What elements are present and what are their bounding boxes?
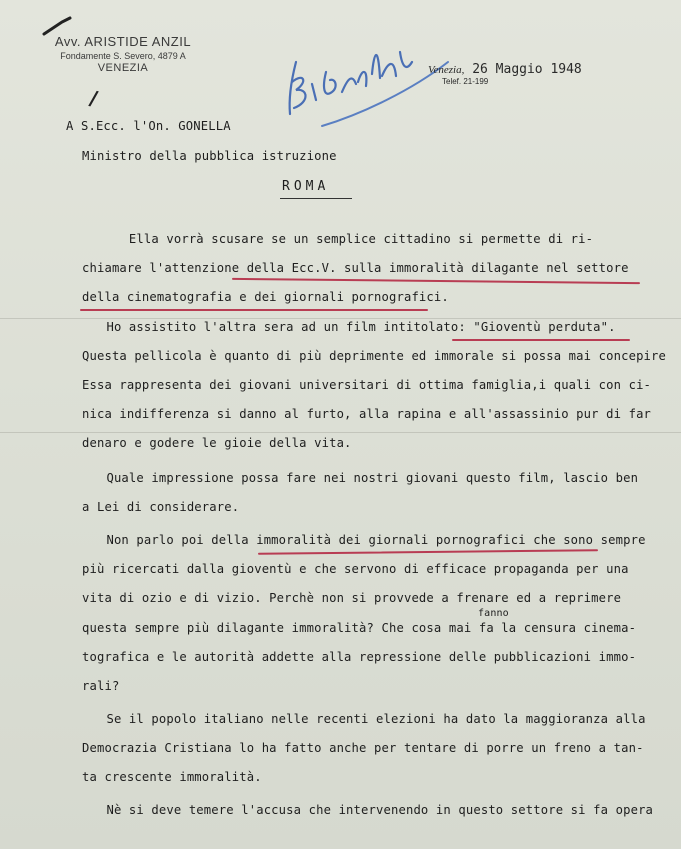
letterhead-name: Avv. ARISTIDE ANZIL (54, 34, 192, 49)
red-underline (452, 339, 630, 341)
recipient-line-2: Ministro della pubblica istruzione (82, 149, 337, 163)
body-line: vita di ozio e di vizio. Perchè non si provvede a frenare ed a reprimere (82, 591, 622, 605)
fold-crease (0, 432, 681, 433)
body-line: denaro e godere le gioie della vita. (82, 436, 352, 450)
body-line: Ella vorrà scusare se un semplice cittadino si permette di ri- (84, 232, 594, 246)
red-underline (80, 309, 428, 311)
body-line: ta crescente immoralità. (82, 770, 262, 784)
recipient-city: ROMA (282, 179, 330, 194)
letterhead-city: VENEZIA (97, 62, 149, 74)
interlinear-correction: fanno (478, 608, 509, 619)
body-line: Questa pellicola è quanto di più deprimente ed immorale si possa mai concepire (82, 349, 667, 363)
body-line: a Lei di considerare. (82, 500, 240, 514)
body-line: Ho assistito l'altra sera ad un film intitolato: "Gioventù perduta". (84, 320, 616, 334)
body-line: Essa rappresenta dei giovani universitari di ottima famiglia,i quali con ci- (82, 378, 652, 392)
body-line: più ricercati dalla gioventù e che servono di efficace propaganda per una (82, 562, 629, 576)
red-underline (258, 549, 598, 555)
body-line: tografica e le autorità addette alla repressione delle pubblicazioni immo- (82, 650, 637, 664)
letter-date: 26 Maggio 1948 (472, 62, 582, 77)
body-line: Se il popolo italiano nelle recenti elezioni ha dato la maggioranza alla (84, 712, 646, 726)
body-line: della cinematografia e dei giornali pornografici. (82, 290, 449, 304)
recipient-line-1: A S.Ecc. l'On. GONELLA (66, 119, 231, 133)
body-line: Quale impressione possa fare nei nostri giovani questo film, lascio ben (84, 471, 639, 485)
letterhead (38, 34, 208, 74)
body-line: Democrazia Cristiana lo ha fatto anche per tentare di porre un freno a tan- (82, 741, 644, 755)
body-line: nica indifferenza si danno al furto, alla rapina e all'assassinio pur di far (82, 407, 652, 421)
telephone: Telef. 21-199 (442, 77, 489, 86)
body-line: questa sempre più dilagante immoralità? Che cosa mai fa la censura cinema- (82, 621, 637, 635)
margin-tick: / (87, 85, 100, 111)
red-underline (232, 278, 640, 284)
body-line: rali? (82, 679, 120, 693)
fold-crease (0, 318, 681, 319)
body-line: Non parlo poi della immoralità dei giornali pornografici che sono sempre (84, 533, 646, 547)
date-place: Venezia, (428, 64, 465, 76)
city-rule (280, 198, 352, 199)
body-line: chiamare l'attenzione della Ecc.V. sulla immoralità dilagante nel settore (82, 261, 629, 275)
letterhead-address: Fondamente S. Severo, 4879 A (60, 51, 186, 61)
handwritten-annotation (282, 22, 452, 132)
date-block (428, 62, 582, 86)
body-line: Nè si deve temere l'accusa che intervenendo in questo settore si fa opera (84, 803, 654, 817)
